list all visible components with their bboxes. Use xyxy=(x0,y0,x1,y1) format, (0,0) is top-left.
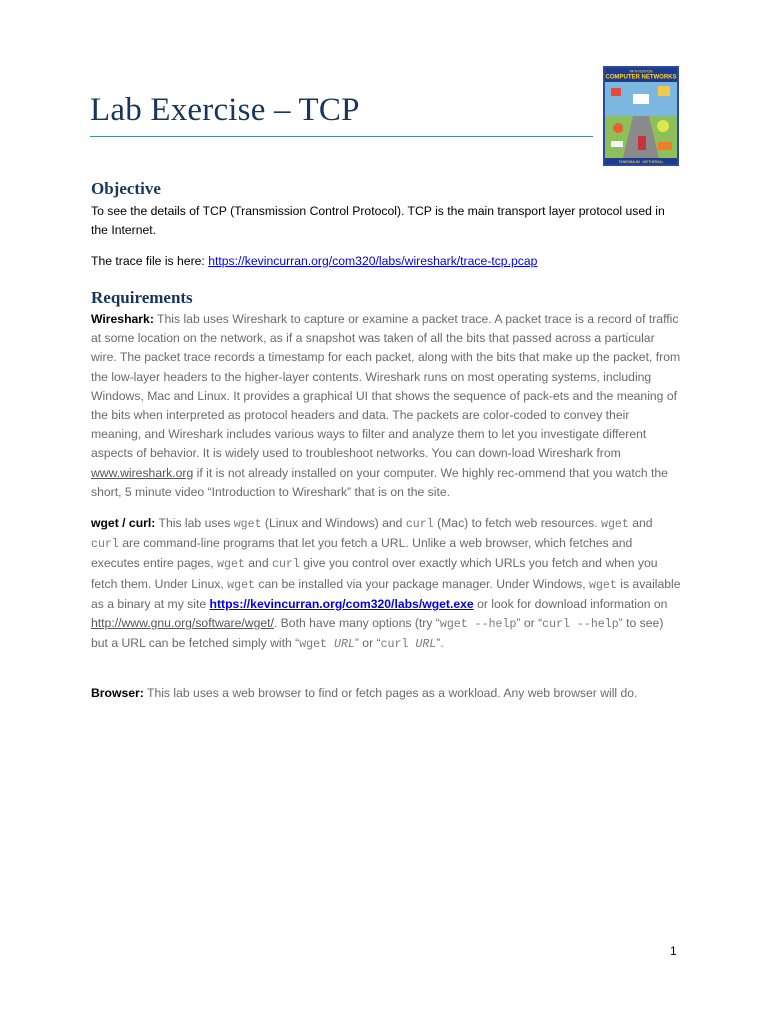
wget-text: (Mac) to fetch web resources. xyxy=(433,516,601,530)
code-wget: wget xyxy=(601,518,629,531)
code-curl: curl xyxy=(91,538,119,552)
wireshark-link[interactable]: www.wireshark.org xyxy=(91,465,194,480)
code-curl-help: curl --help xyxy=(542,618,619,632)
wget-text: This lab uses xyxy=(155,516,234,530)
browser-paragraph xyxy=(91,684,681,703)
wget-text: are command-line programs that let you fetch a URL. Unlike a web browser, which fetches and executes entire pages, xyxy=(91,536,633,571)
wireshark-text-end: if it is not already installed on your computer. We highly rec-ommend that you watch the short, 5 minute video “Introduction to Wireshark” that is on the site. xyxy=(91,465,668,499)
code-wget: wget xyxy=(227,578,256,592)
objective-heading: Objective xyxy=(91,179,161,198)
code-wget: wget xyxy=(589,578,617,592)
wget-text: ” to see) but a URL can be fetched simply with “ xyxy=(91,616,664,651)
book-title-text: COMPUTER NETWORKS xyxy=(605,74,677,81)
wireshark-paragraph xyxy=(91,310,681,502)
book-edition-text: FIFTH EDITION xyxy=(629,69,653,74)
code-url-placeholder: URL xyxy=(333,638,355,652)
wget-text: give you control over exactly which URLs you fetch and when you fetch them. Under Linux, xyxy=(91,556,658,591)
trace-file-label: The trace file is here: xyxy=(91,254,209,268)
code-wget-url: wget xyxy=(299,638,334,652)
book-cover-image xyxy=(603,66,679,166)
wget-text: ” or “ xyxy=(354,636,381,651)
wget-text: ” or “ xyxy=(516,616,543,631)
wget-text: and xyxy=(244,556,272,571)
wget-curl-paragraph xyxy=(91,514,681,654)
gnu-wget-link[interactable]: http://www.gnu.org/software/wget/ xyxy=(91,616,274,631)
code-curl-url: curl xyxy=(380,638,416,652)
code-wget: wget xyxy=(233,518,262,531)
requirements-heading: Requirements xyxy=(91,288,193,307)
wget-text: or look for download information on xyxy=(473,596,668,611)
code-curl: curl xyxy=(405,518,434,531)
wireshark-text: This lab uses Wireshark to capture or examine a packet trace. A packet trace is a record of traffic at some location on the network, as if a snapshot was taken of all the bits that passed across a particular wire. The packet trace records a timestamp for each packet, along with the bits that make up the packet, from the low-layer headers to the higher-layer contents. Wireshark runs on most operating systems, including Windows, Mac and Linux. It provides a graphical UI that shows the sequence of pack-ets and the meaning of the bits when interpreted as protocol headers and data. The packets are color-coded to convey their meaning, and Wireshark includes various ways to filter and analyze them to let you investigate different aspects of behavior. It is widely used to troubleshoot networks. You can down-load Wireshark from xyxy=(91,312,681,461)
browser-text: This lab uses a web browser to find or fetch pages as a workload. Any web browser will do. xyxy=(143,686,638,700)
title-underline xyxy=(90,136,593,137)
trace-file-line xyxy=(91,252,681,271)
wget-text: (Linux and Windows) and xyxy=(261,516,406,530)
wget-text: is available as a binary at my site xyxy=(91,576,681,611)
page-number: 1 xyxy=(670,944,677,958)
book-authors-text: TANENBAUM · WETHERALL xyxy=(618,159,664,164)
code-curl: curl xyxy=(271,558,300,572)
wget-text: can be installed via your package manager. Under Windows, xyxy=(255,576,589,591)
code-url-placeholder: URL xyxy=(415,638,437,652)
code-wget: wget xyxy=(217,558,245,572)
wireshark-label: Wireshark: xyxy=(91,312,154,326)
wget-text: and xyxy=(632,516,653,530)
wget-exe-link[interactable]: https://kevincurran.org/com320/labs/wget.exe xyxy=(209,596,474,611)
wget-text: . Both have many options (try “ xyxy=(273,616,440,631)
objective-text: To see the details of TCP (Transmission Control Protocol). TCP is the main transport layer protocol used in the Internet. xyxy=(91,204,665,238)
browser-label: Browser: xyxy=(91,686,144,700)
trace-file-link[interactable]: https://kevincurran.org/com320/labs/wireshark/trace-tcp.pcap xyxy=(208,254,538,268)
code-wget-help: wget --help xyxy=(439,618,517,632)
wget-curl-label: wget / curl: xyxy=(91,516,156,530)
wget-text: ”. xyxy=(436,636,444,651)
page-title: Lab Exercise – TCP xyxy=(90,92,360,128)
